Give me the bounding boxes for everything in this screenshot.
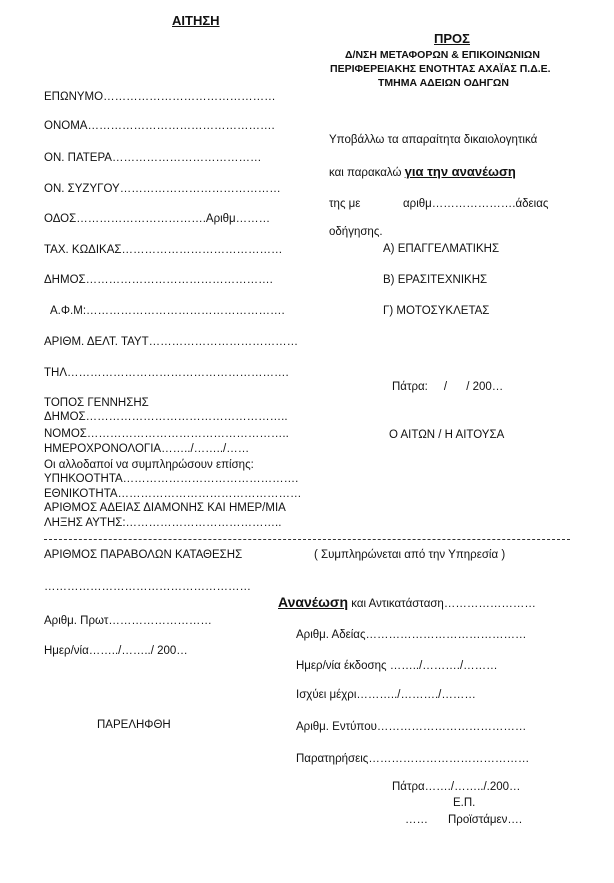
renewal-label: Ανανέωση: [278, 594, 349, 610]
issue-date-field[interactable]: Ημερ/νία έκδοσης ……../………./………: [296, 660, 498, 672]
request-line3a: της με: [329, 198, 361, 210]
request-line1: Υποβάλλω τα απαραίτητα δικαιολογητικά: [329, 134, 538, 146]
prefecture-field[interactable]: ΝΟΜΟΣ……………………………………………..: [44, 428, 289, 440]
option-motorcycle[interactable]: Γ) ΜΟΤΟΣΥΚΛΕΤΑΣ: [383, 305, 490, 317]
afm-field[interactable]: Α.Φ.Μ:…………………………………………….: [50, 305, 285, 317]
birth-date-field[interactable]: ΗΜΕΡΟΧΡΟΝΟΛΟΓΙΑ……../……../……: [44, 443, 250, 455]
head-dots: ……: [405, 814, 428, 826]
form-number-field[interactable]: Αριθμ. Εντύπου…………………………………: [296, 721, 527, 733]
recipient-line1: Δ/ΝΣΗ ΜΕΤΑΦΟΡΩΝ & ΕΠΙΚΟΙΝΩΝΙΩΝ: [345, 49, 540, 61]
name-field[interactable]: ΟΝΟΜΑ………………………………………….: [44, 120, 275, 132]
recipient-line2: ΠΕΡΙΦΕΡΕΙΑΚΗΣ ΕΝΟΤΗΤΑΣ ΑΧΑΪΑΣ Π.Δ.Ε.: [330, 63, 551, 75]
application-date[interactable]: Πάτρα: / / 200…: [392, 381, 504, 393]
option-professional[interactable]: Α) ΕΠΑΓΓΕΛΜΑΤΙΚΗΣ: [383, 243, 500, 255]
protocol-field[interactable]: Αριθμ. Πρωτ………………………: [44, 615, 212, 627]
fees-field[interactable]: ………………………………………………: [44, 581, 251, 593]
form-title: ΑΙΤΗΣΗ: [172, 13, 220, 28]
request-line4: οδήγησης.: [329, 226, 383, 238]
ep-label: Ε.Π.: [453, 797, 476, 809]
patra-date-field[interactable]: Πάτρα……./……../.200…: [392, 781, 521, 793]
spouse-name-field[interactable]: ΟΝ. ΣΥΖΥΓΟΥ……………………………………: [44, 183, 281, 195]
valid-until-field[interactable]: Ισχύει μέχρι………../………./………: [296, 689, 476, 701]
birth-municipality-field[interactable]: ΔΗΜΟΣ……………………………………………..: [44, 411, 288, 423]
applicant-signature-label: Ο ΑΙΤΩΝ / Η ΑΙΤΟΥΣΑ: [389, 429, 505, 441]
recipient-to: ΠΡΟΣ: [434, 31, 470, 46]
surname-field[interactable]: ΕΠΩΝΥΜΟ………………………………………: [44, 91, 276, 103]
recipient-line3: ΤΜΗΜΑ ΑΔΕΙΩΝ ΟΔΗΓΩΝ: [378, 77, 509, 89]
father-name-field[interactable]: ΟΝ. ΠΑΤΕΡΑ…………………………………: [44, 152, 262, 164]
renewal-emphasis: για την ανανέωση: [404, 164, 516, 179]
expiry-field[interactable]: ΛΗΞΗΣ ΑΥΤΗΣ:…………………………………..: [44, 517, 282, 529]
option-amateur[interactable]: Β) ΕΡΑΣΙΤΕΧΝΙΚΗΣ: [383, 274, 488, 286]
fees-label: ΑΡΙΘΜΟΣ ΠΑΡΑΒΟΛΩΝ ΚΑΤΑΘΕΣΗΣ: [44, 549, 243, 561]
replacement-field[interactable]: και Αντικατάσταση……………………: [348, 598, 536, 610]
request-line2: και παρακαλώ: [329, 167, 405, 179]
nationality-field[interactable]: ΕΘΝΙΚΟΤΗΤΑ…………………………………………: [44, 488, 302, 500]
postal-code-field[interactable]: ΤΑΧ. ΚΩΔΙΚΑΣ……………………………………: [44, 244, 283, 256]
received-label: ΠΑΡΕΛΗΦΘΗ: [97, 719, 171, 731]
license-no-field[interactable]: Αριθμ. Αδείας……………………………………: [296, 629, 527, 641]
birthplace-label: ΤΟΠΟΣ ΓΕΝΝΗΣΗΣ: [44, 397, 149, 409]
street-field[interactable]: ΟΔΟΣ…………………………….Αριθμ………: [44, 213, 271, 225]
license-number-field[interactable]: αριθμ………………….άδειας: [403, 198, 549, 210]
municipality-field[interactable]: ΔΗΜΟΣ………………………………………….: [44, 274, 273, 286]
id-card-field[interactable]: ΑΡΙΘΜ. ΔΕΛΤ. ΤΑΥΤ…………………………………: [44, 336, 299, 348]
citizenship-field[interactable]: ΥΠΗΚΟΟΤΗΤΑ……………………………………….: [44, 473, 299, 485]
residence-permit-label: ΑΡΙΘΜΟΣ ΑΔΕΙΑΣ ΔΙΑΜΟΝΗΣ ΚΑΙ ΗΜΕΡ/ΜΙΑ: [44, 502, 286, 514]
office-date-field[interactable]: Ημερ/νία……../……../ 200…: [44, 645, 188, 657]
section-divider: [44, 539, 570, 540]
remarks-field[interactable]: Παρατηρήσεις……………………………………: [296, 753, 530, 765]
phone-field[interactable]: ΤΗΛ………………………………………………….: [44, 367, 289, 379]
foreigners-note: Οι αλλοδαποί να συμπληρώσουν επίσης:: [44, 459, 254, 471]
head-signature-label: Προϊστάμεν….: [448, 814, 523, 826]
fees-note: ( Συμπληρώνεται από την Υπηρεσία ): [314, 549, 506, 561]
